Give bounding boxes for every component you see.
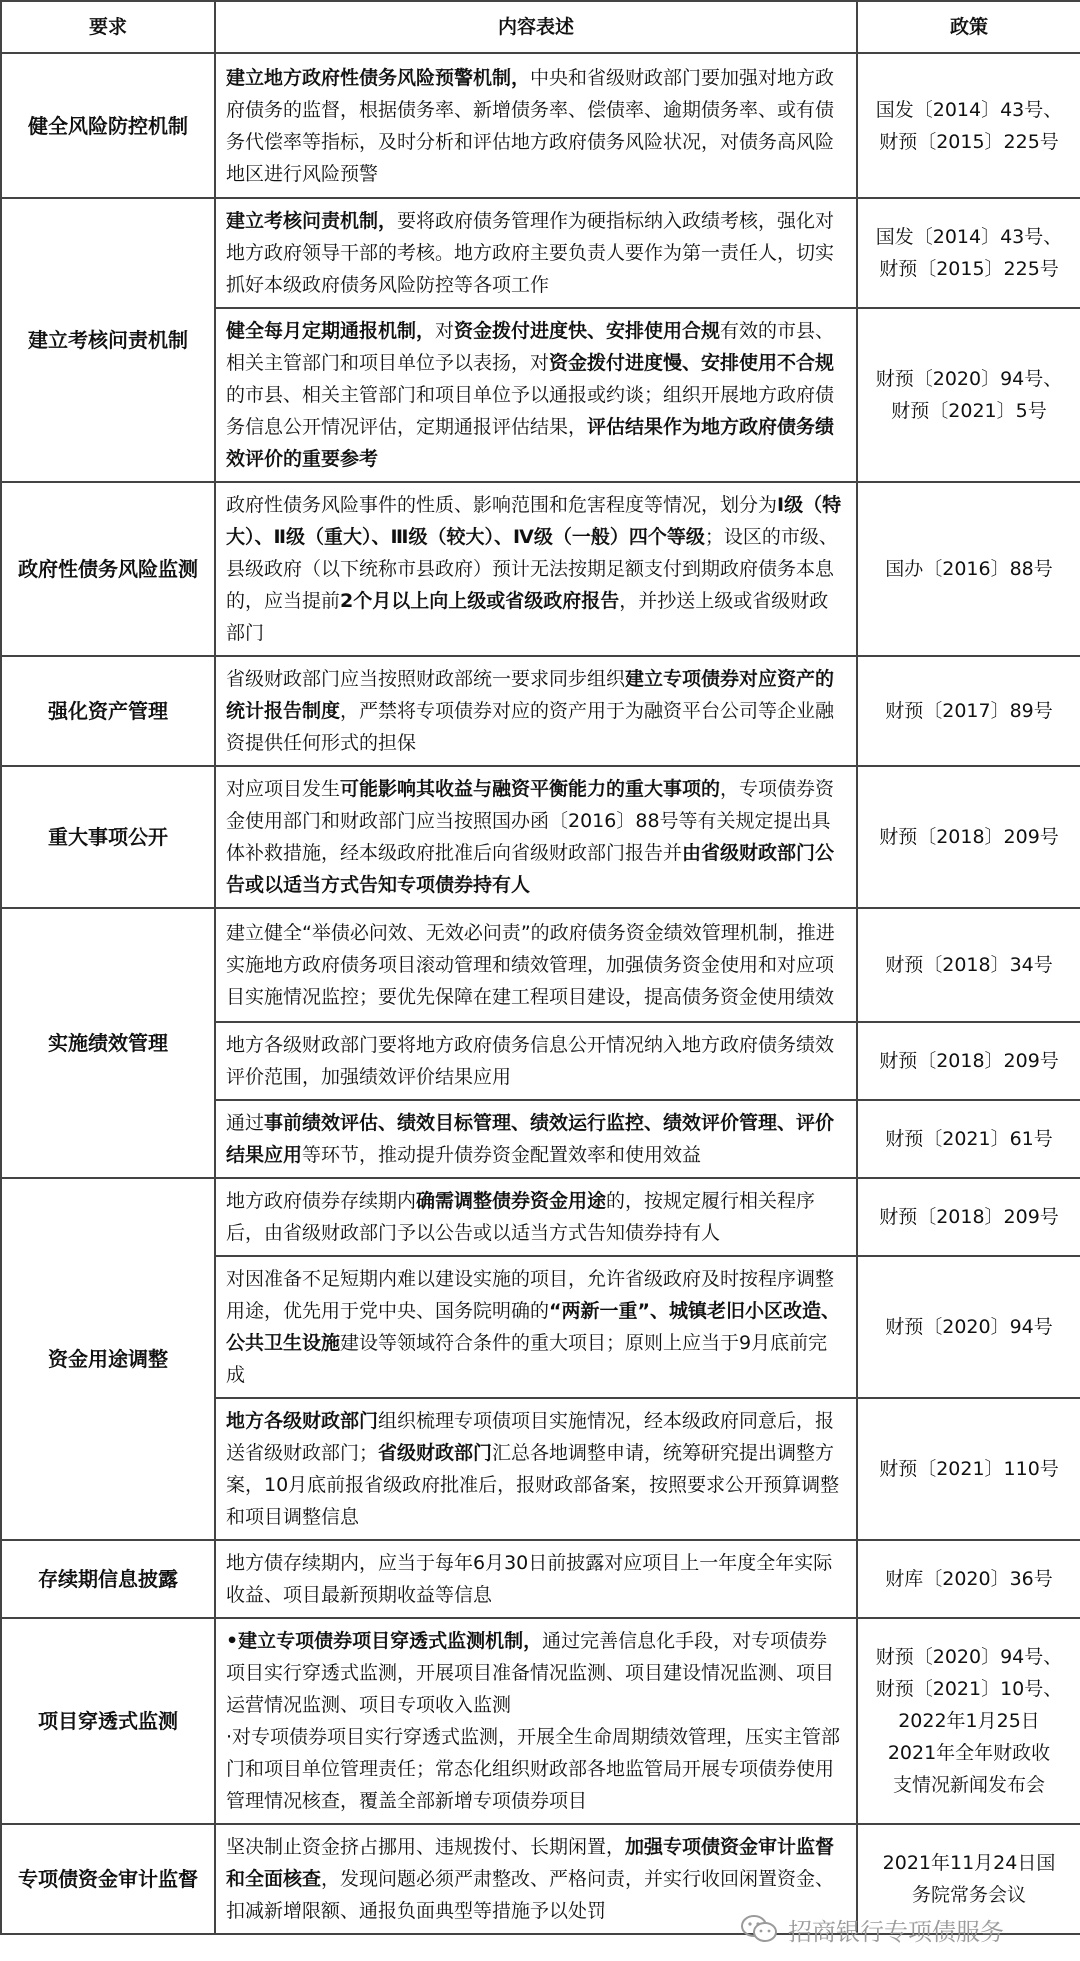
watermark [740,1903,1070,1955]
policy-line: 财库〔2020〕36号 [885,1568,1053,1590]
bold-text: 省级财政部门 [378,1442,493,1464]
content-paragraph [226,1185,846,1249]
plain-text: 中央和省级财政部门要加强对地方政府债务的监督，根据债务率、新增债务率、偿债率、逾期债务率、或有债务代偿率等指标，及时分析和评估地方政府债务风险状况，对债务高风险地区进行风险预警 [226,66,835,185]
policy-line: 国办〔2016〕88号 [885,558,1053,580]
policy-cell [857,53,1080,198]
requirement-cell: 健全风险防控机制 [1,53,215,198]
policy-cell [857,308,1080,482]
policy-cell [857,1100,1080,1178]
header-policy: 政策 [857,1,1080,53]
plain-text: ，专项债券资金使用部门和财政部门应当按照国办函〔2016〕88号等有关规定提出具体补救措施，经本级政府批准后向省级财政部门报告并 [226,778,835,864]
requirement-cell: 重大事项公开 [1,766,215,908]
bold-text: 加强专项债资金审计监督和全面核查 [226,1836,835,1890]
policy-line: 财预〔2018〕209号 [879,826,1059,848]
policy-line: 财预〔2018〕209号 [879,1206,1059,1228]
content-cell [215,1540,857,1618]
policy-line: 财预〔2018〕209号 [879,1050,1059,1072]
content-cell [215,308,857,482]
plain-text: 对因准备不足短期内难以建设实施的项目，允许省级政府及时按程序调整用途，优先用于党中央、国务院明确的 [226,1268,835,1322]
policy-cell [857,1618,1080,1824]
bold-text: Ⅰ级（特大）、Ⅱ级（重大）、Ⅲ级（较大）、Ⅳ级（一般）四个等级 [226,494,842,548]
plain-text: 的，按规定履行相关程序后，由省级财政部门予以公告或以适当方式告知债券持有人 [226,1190,816,1244]
plain-text: 对应项目发生 [226,778,341,800]
requirement-cell: 专项债资金审计监督 [1,1824,215,1934]
watermark-text: 招商银行专项债服务 [788,1917,1004,1946]
policy-cell [857,1540,1080,1618]
bold-text: 建立考核问责机制， [226,210,398,232]
policy-line: 财预〔2021〕61号 [885,1128,1053,1150]
policy-cell [857,198,1080,308]
bold-text: 建立专项债券对应资产的统计报告制度 [226,668,835,722]
policy-line: 财预〔2021〕110号 [879,1458,1059,1480]
content-cell [215,1100,857,1178]
plain-text: 要将政府债务管理作为硬指标纳入政绩考核，强化对地方政府领导干部的考核。地方政府主要负责人要作为第一责任人，切实抓好本级政府债务风险防控等各项工作 [226,210,835,296]
policy-line: 国发〔2014〕43号、 [875,226,1063,248]
content-cell [215,1256,857,1398]
plain-text: 等环节，推动提升债券资金配置效率和使用效益 [302,1144,702,1166]
content-paragraph [226,62,846,190]
policy-cell [857,766,1080,908]
policy-line: 财预〔2021〕5号 [891,400,1047,422]
content-paragraph [226,315,846,475]
table-row [1,1178,1080,1256]
table-row [1,1540,1080,1618]
plain-text: 地方政府债券存续期内 [226,1190,417,1212]
policy-cell [857,1022,1080,1100]
bold-text: 资金拨付进度快、安排使用合规 [454,320,721,342]
policy-cell [857,908,1080,1022]
plain-text: 的市县、相关主管部门和项目单位予以通报或约谈；组织开展地方政府债务信息公开情况评估，定期通报评估结果， [226,384,835,438]
policy-line: 财预〔2021〕10号、 [875,1678,1063,1700]
table-row [1,198,1080,308]
content-paragraph [226,773,846,901]
bold-text: 可能影响其收益与融资平衡能力的重大事项的 [340,778,721,800]
bold-text: “两新一重”、城镇老旧小区改造、公共卫生设施 [226,1300,840,1354]
table-row [1,766,1080,908]
bold-text: 评估结果作为地方政府债务绩效评价的重要参考 [226,416,835,470]
requirement-cell: 强化资产管理 [1,656,215,766]
policy-line: 国发〔2014〕43号、 [875,98,1063,121]
policy-cell [857,1256,1080,1398]
requirement-cell: 实施绩效管理 [1,908,215,1178]
policy-line: 财预〔2020〕94号、 [875,368,1063,390]
policy-line: 支情况新闻发布会 [892,1774,1045,1796]
plain-text: 省级财政部门应当按照财政部统一要求同步组织 [226,668,626,690]
policy-cell [857,1178,1080,1256]
header-content: 内容表述 [215,1,857,53]
content-paragraph [226,1029,846,1093]
policy-cell [857,482,1080,656]
plain-text: 建立健全“举债必问效、无效必问责”的政府债务资金绩效管理机制，推进实施地方政府债务项目滚动管理和绩效管理，加强债务资金使用和对应项目实施情况监控；要优先保障在建工程项目建设，提高债务资金使用绩效 [226,922,835,1008]
policy-cell [857,1398,1080,1540]
requirement-cell: 政府性债务风险监测 [1,482,215,656]
requirement-cell: 项目穿透式监测 [1,1618,215,1824]
content-cell [215,482,857,656]
bold-text: •建立专项债券项目穿透式监测机制， [226,1630,543,1652]
policy-line: 2022年1月25日 [898,1710,1040,1732]
bold-text: 地方各级财政部门 [226,1410,379,1432]
policy-line: 2021年11月24日国 [882,1852,1056,1874]
content-paragraph [226,1721,846,1817]
content-cell [215,1178,857,1256]
bold-text: 事前绩效评估、绩效目标管理、绩效运行监控、绩效评价管理、评价结果应用 [226,1112,835,1166]
content-paragraph [226,1107,846,1171]
policy-line: 财预〔2020〕94号 [885,1316,1053,1338]
content-cell [215,1618,857,1824]
content-paragraph [226,489,846,649]
table-row [1,908,1080,1022]
bold-text: 资金拨付进度慢、安排使用不合规 [549,352,835,374]
plain-text: ，并抄送上级或省级财政部门 [226,590,829,644]
bold-text: 由省级财政部门公告或以适当方式告知专项债券持有人 [226,842,835,896]
content-cell [215,656,857,766]
requirement-cell: 资金用途调整 [1,1178,215,1540]
plain-text: ；设区的市级、县级政府（以下统称市县政府）预计无法按期足额支付到期政府债务本息的，应当提前 [226,526,838,612]
policy-line: 财预〔2015〕225号 [879,130,1059,153]
policy-cell [857,656,1080,766]
bold-text: 建立地方政府性债务风险预警机制， [226,66,531,89]
table-row [1,53,1080,198]
content-paragraph [226,917,846,1013]
content-paragraph [226,1547,846,1611]
content-paragraph [226,1625,846,1721]
policy-line: 财预〔2015〕225号 [879,258,1059,280]
content-paragraph [226,1263,846,1391]
plain-text: 组织梳理专项债项目实施情况，经本级政府同意后，报送省级财政部门； [226,1410,835,1464]
table-row [1,1618,1080,1824]
requirement-cell: 建立考核问责机制 [1,198,215,482]
bold-text: 健全每月定期通报机制， [226,320,436,342]
plain-text: 坚决制止资金挤占挪用、违规拨付、长期闲置， [226,1836,626,1858]
plain-text: 通过 [226,1112,265,1134]
bold-text: 确需调整债券资金用途 [416,1190,607,1212]
policy-line: 财预〔2018〕34号 [885,954,1053,976]
policy-line: 财预〔2017〕89号 [885,700,1053,722]
policy-line: 2021年全年财政收 [887,1742,1051,1764]
plain-text: ·对专项债券项目实行穿透式监测，开展全生命周期绩效管理，压实主管部门和项目单位管理责任；常态化组织财政部各地监管局开展专项债券使用管理情况核查，覆盖全部新增专项债券项目 [226,1726,841,1812]
content-cell [215,766,857,908]
plain-text: 通过完善信息化手段，对专项债券项目实行穿透式监测，开展项目准备情况监测、项目建设情况监测、项目运营情况监测、项目专项收入监测 [226,1630,835,1716]
plain-text: 地方各级财政部门要将地方政府债务信息公开情况纳入地方政府债务绩效评价范围，加强绩效评价结果应用 [226,1034,835,1088]
bold-text: 2个月以上向上级或省级政府报告 [340,590,620,612]
plain-text: 对 [435,320,455,342]
content-cell [215,908,857,1022]
policy-line: 财预〔2020〕94号、 [875,1646,1063,1668]
header-requirement: 要求 [1,1,215,53]
plain-text: 有效的市县、相关主管部门和项目单位予以表扬，对 [226,320,835,374]
content-cell [215,1022,857,1100]
wechat-icon [740,1914,778,1944]
plain-text: 政府性债务风险事件的性质、影响范围和危害程度等情况，划分为 [226,494,778,516]
plain-text: 建设等领域符合条件的重大项目；原则上应当于9月底前完成 [226,1332,828,1386]
requirement-cell: 存续期信息披露 [1,1540,215,1618]
content-cell [215,198,857,308]
plain-text: ，严禁将专项债券对应的资产用于为融资平台公司等企业融资提供任何形式的担保 [226,700,835,754]
table-row [1,656,1080,766]
content-paragraph [226,1405,846,1533]
table-row [1,482,1080,656]
plain-text: 汇总各地调整申请，统筹研究提出调整方案，10月底前报省级政府批准后，报财政部备案，按照要求公开预算调整和项目调整信息 [226,1442,840,1528]
content-paragraph [226,205,846,301]
policy-line: 务院常务会议 [911,1884,1026,1906]
plain-text: ，发现问题必须严肃整改、严格问责，并实行收回闲置资金、扣减新增限额、通报负面典型等措施予以处罚 [226,1868,835,1922]
content-cell [215,53,857,198]
content-cell [215,1398,857,1540]
plain-text: 地方债存续期内，应当于每年6月30日前披露对应项目上一年度全年实际收益、项目最新预期收益等信息 [226,1552,833,1606]
header-row [1,1,1080,53]
content-paragraph [226,663,846,759]
